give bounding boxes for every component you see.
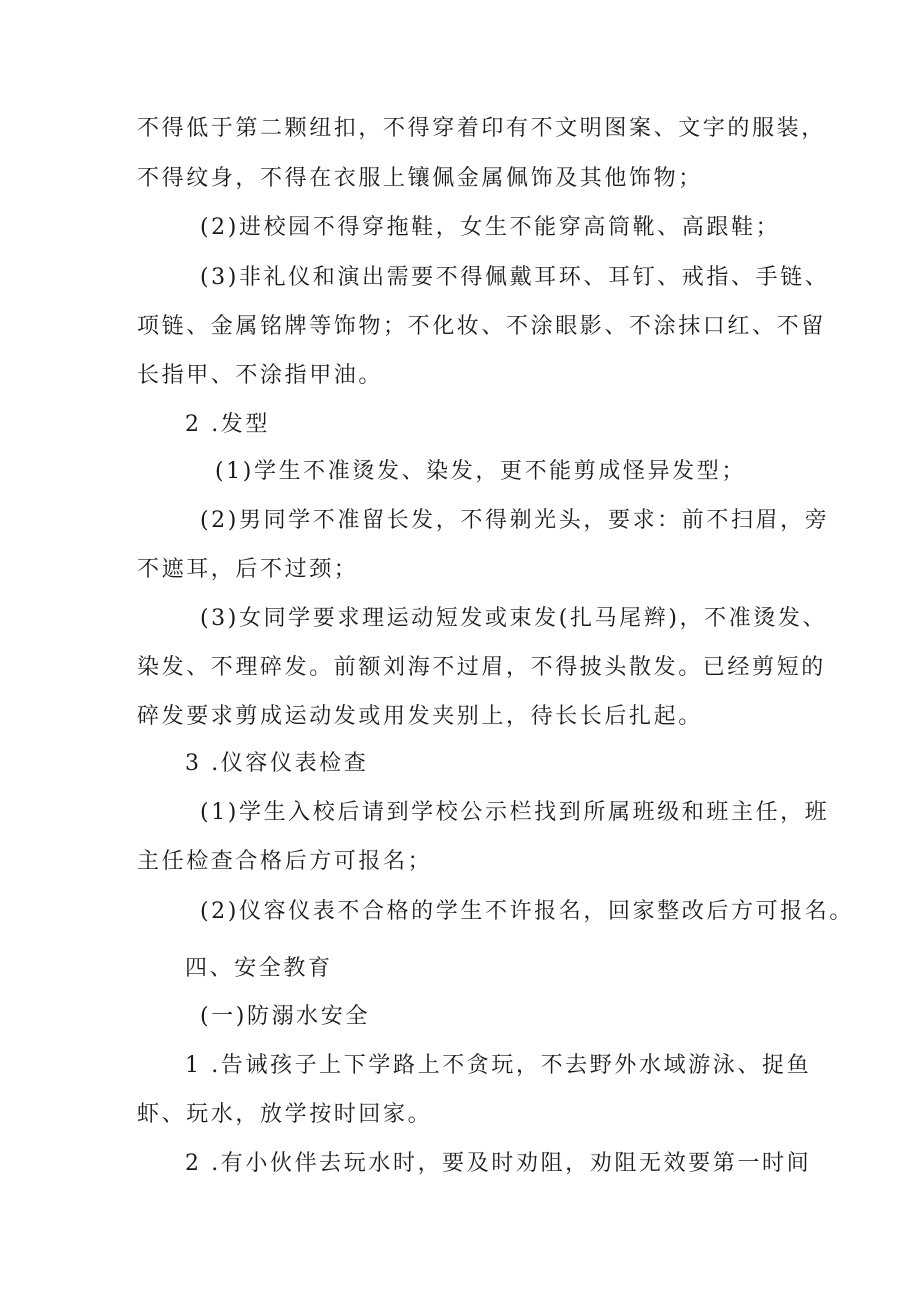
paragraph-line: 虾、玩水，放学按时回家。	[137, 1102, 433, 1127]
paragraph-line: (1)学生入校后请到学校公示栏找到所属班级和班主任，班	[200, 800, 830, 825]
paragraph-line: (3)女同学要求理运动短发或束发(扎马尾辫)，不准烫发、	[200, 606, 828, 631]
subsection-heading: (一)防溺水安全	[200, 1004, 370, 1029]
paragraph-line: 1 .告诫孩子上下学路上不贪玩，不去野外水域游泳、捉鱼	[185, 1053, 812, 1078]
paragraph-line: 项链、金属铭牌等饰物；不化妆、不涂眼影、不涂抹口红、不留	[137, 314, 826, 339]
paragraph-line: 不遮耳，后不过颈；	[137, 557, 359, 582]
paragraph-line: 不得低于第二颗纽扣，不得穿着印有不文明图案、文字的服装，	[137, 116, 826, 141]
section-heading: 3 .仪容仪表检查	[185, 751, 369, 776]
paragraph-line: 2 .有小伙伴去玩水时，要及时劝阻，劝阻无效要第一时间	[185, 1151, 812, 1176]
paragraph-line: 长指甲、不涂指甲油。	[137, 363, 384, 388]
section-heading: 四、安全教育	[185, 956, 333, 981]
paragraph-line: 主任检查合格后方可报名；	[137, 849, 433, 874]
paragraph-line: (2)男同学不准留长发，不得剃光头，要求：前不扫眉，旁	[200, 508, 830, 533]
section-heading: 2 .发型	[185, 412, 270, 437]
paragraph-line: (2)进校园不得穿拖鞋，女生不能穿高筒靴、高跟鞋；	[200, 215, 781, 240]
paragraph-line: 染发、不理碎发。前额刘海不过眉，不得披头散发。已经剪短的	[137, 655, 826, 680]
paragraph-line: 不得纹身，不得在衣服上镶佩金属佩饰及其他饰物；	[137, 166, 703, 191]
paragraph-line: (2)仪容仪表不合格的学生不许报名，回家整改后方可报名。	[200, 899, 854, 924]
paragraph-line: (1)学生不准烫发、染发，更不能剪成怪异发型；	[215, 459, 746, 484]
paragraph-line: (3)非礼仪和演出需要不得佩戴耳环、耳钉、戒指、手链、	[200, 265, 830, 290]
paragraph-line: 碎发要求剪成运动发或用发夹别上，待长长后扎起。	[137, 704, 703, 729]
